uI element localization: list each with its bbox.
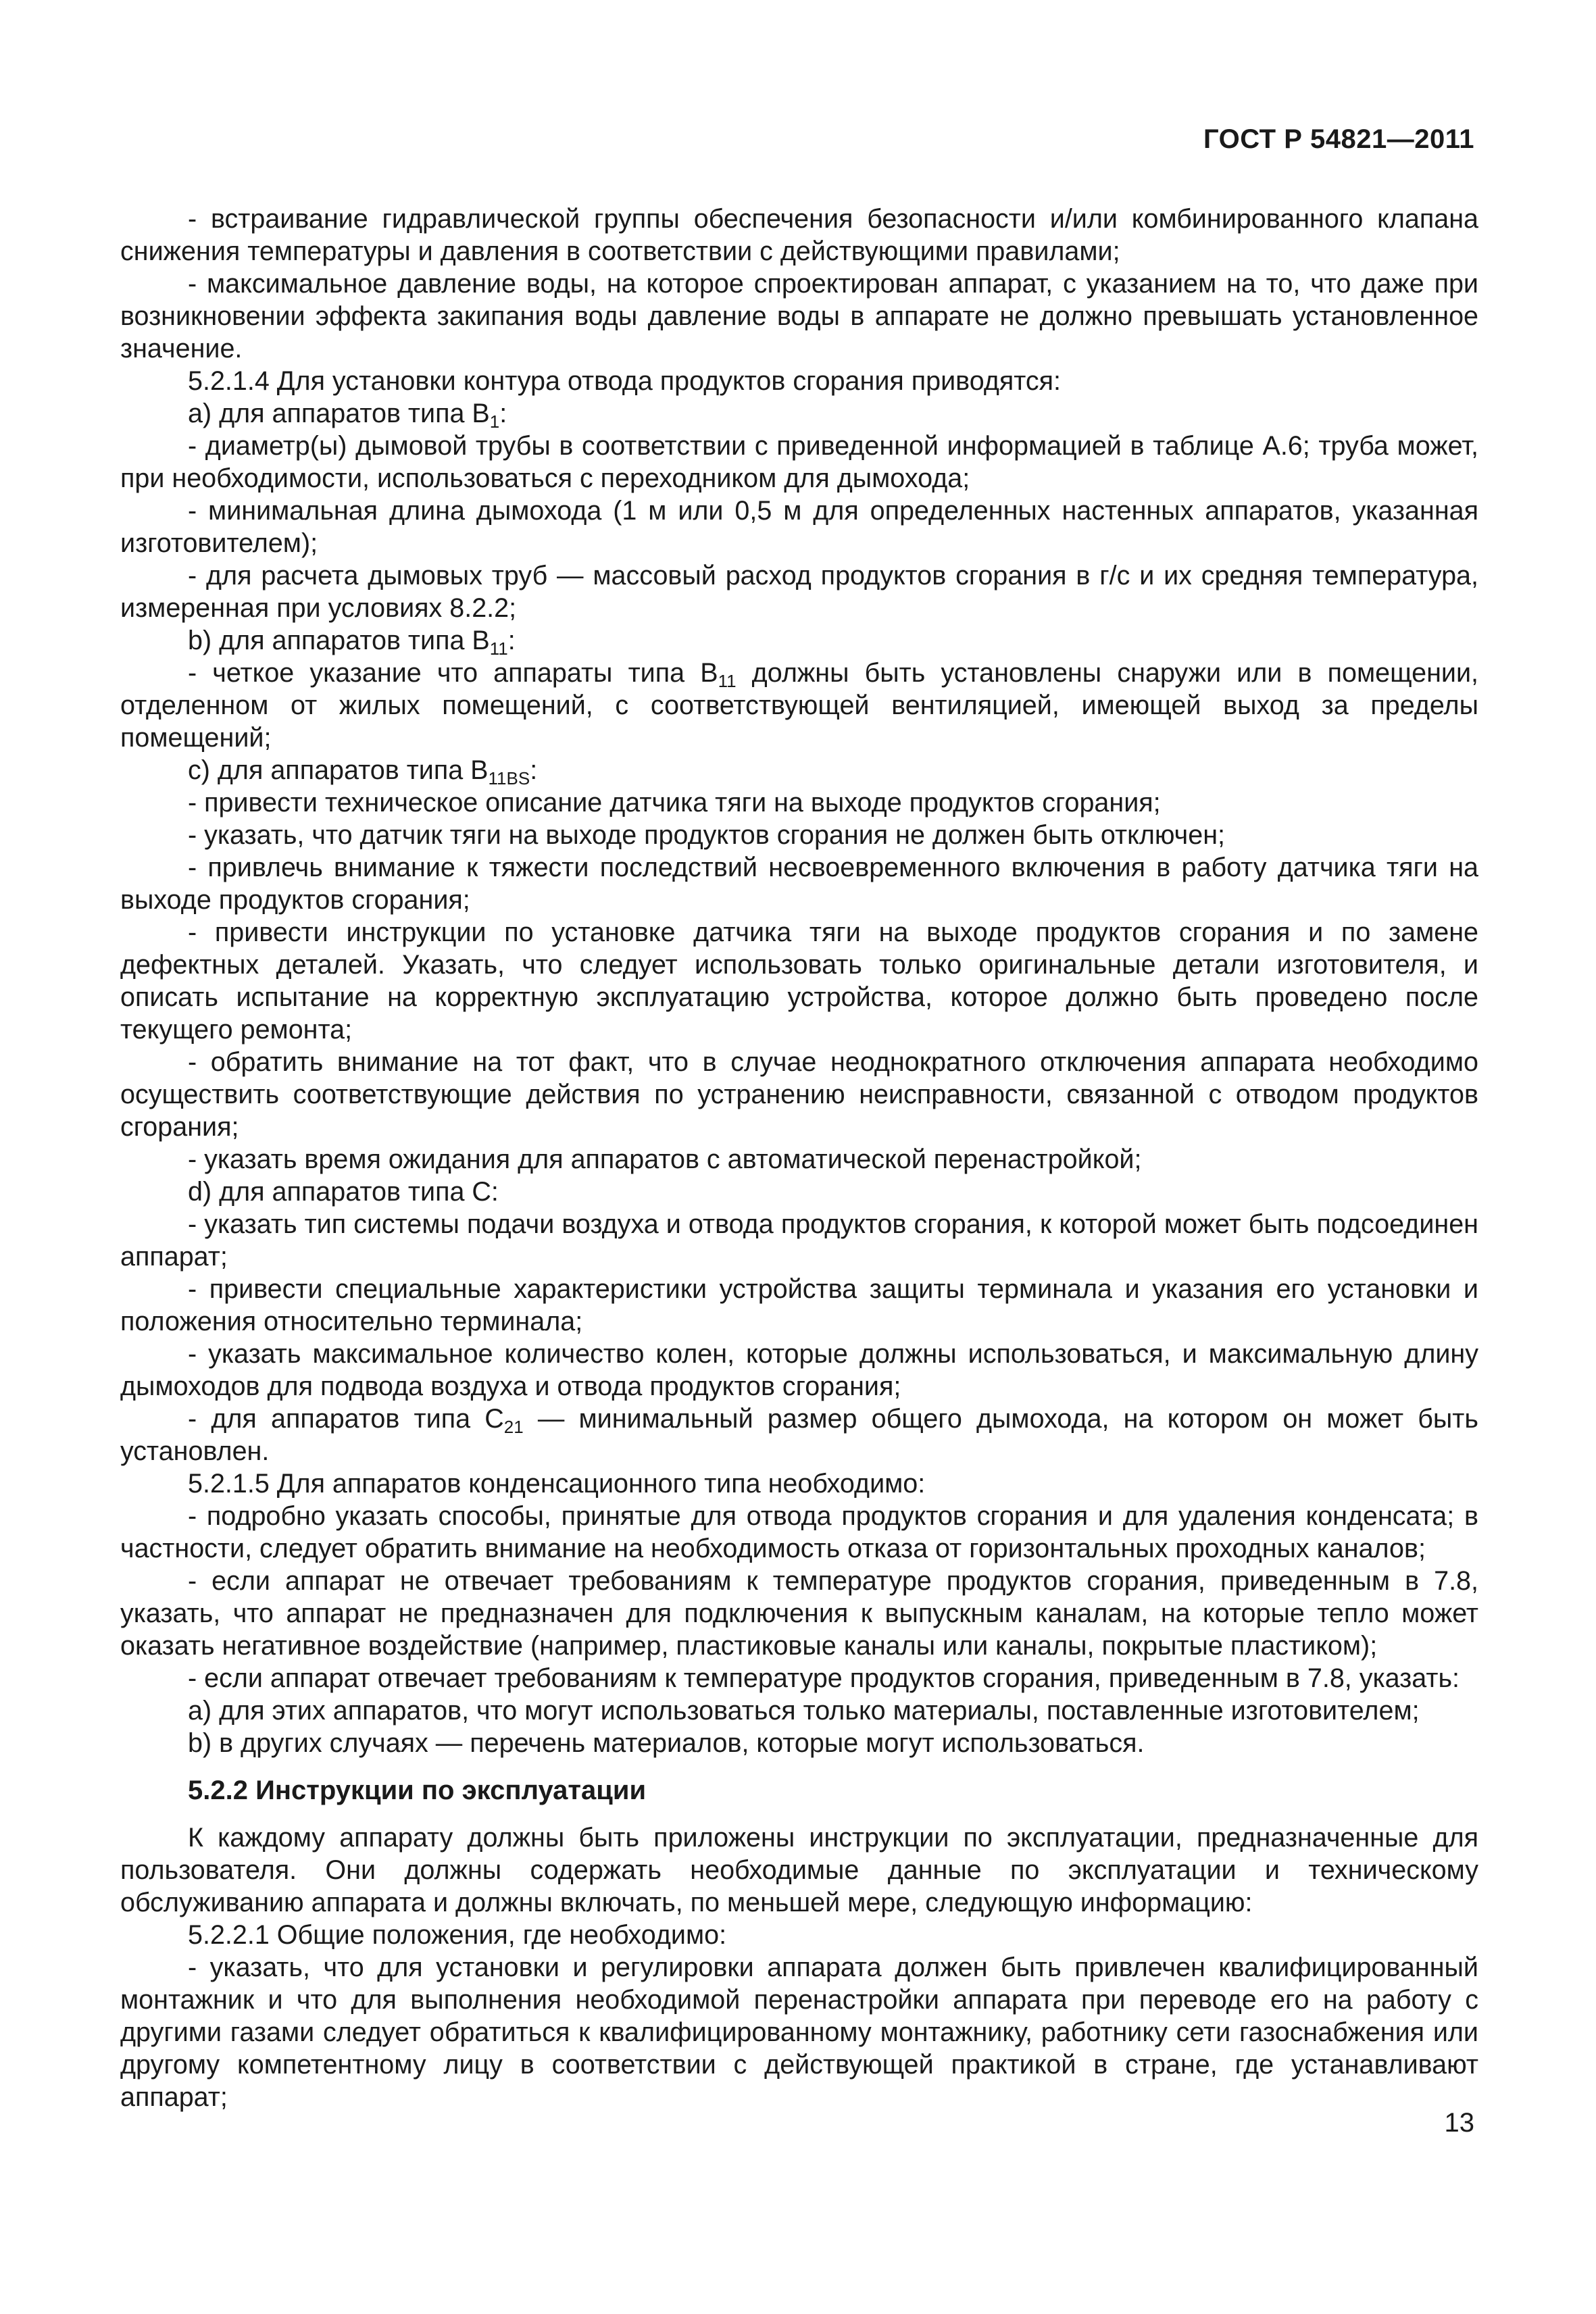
clause-5-2-1-5: 5.2.1.5 Для аппаратов конденсационного типа необходимо:: [188, 1469, 926, 1499]
paragraph: - обратить внимание на тот факт, что в случае неоднократного отключения аппарата необходимо осуществить соответствующие действия по устранению неисправности, связанной с отводом продуктов сгорания;: [120, 1047, 1478, 1142]
paragraph: [120, 657, 1478, 754]
paragraph: - указать тип системы подачи воздуха и отвода продуктов сгорания, к которой может быть подсоединен аппарат;: [120, 1209, 1478, 1272]
text: a) для аппаратов типа B: [188, 399, 490, 428]
paragraph: - указать, что датчик тяги на выходе продуктов сгорания не должен быть отключен;: [188, 820, 1225, 850]
page-number: 13: [1444, 2108, 1474, 2138]
paragraph: - подробно указать способы, принятые для отвода продуктов сгорания и для удаления конденсата; в частности, следует обратить внимание на необходимость отказа от горизонтальных проходных каналов;: [120, 1501, 1478, 1563]
text: b) для аппаратов типа B: [188, 626, 490, 655]
paragraph: [120, 397, 1478, 430]
subscript: 11: [489, 638, 508, 659]
subscript: 1: [489, 411, 500, 432]
paragraph: - минимальная длина дымохода (1 м или 0,5 м для определенных настенных аппаратов, указанная изготовителем);: [120, 496, 1478, 558]
text: — минимальный размер общего дымохода, на котором он может быть установлен.: [120, 1404, 1478, 1466]
paragraph: [120, 1403, 1478, 1467]
text: - четкое указание что аппараты типа B: [188, 658, 718, 688]
paragraph: - привести инструкции по установке датчика тяги на выходе продуктов сгорания и по замене дефектных деталей. Указать, что следует использовать только оригинальные детали изготовителя, и описать испытание на корректную эксплуатацию устройства, которое должно быть проведено после текущего ремонта;: [120, 917, 1478, 1045]
subscript: 11BS: [488, 768, 530, 788]
paragraph: - привлечь внимание к тяжести последствий несвоевременного включения в работу датчика тяги на выходе продуктов сгорания;: [120, 853, 1478, 915]
paragraph: К каждому аппарату должны быть приложены инструкции по эксплуатации, предназначенные для пользователя. Они должны содержать необходимые данные по эксплуатации и техническому обслуживанию аппарата и должны включать, по меньшей мере, следующую информацию:: [120, 1823, 1478, 1917]
text: :: [507, 626, 516, 655]
body-text: [120, 203, 1478, 2113]
document-code: ГОСТ Р 54821—2011: [1203, 124, 1474, 154]
text: :: [530, 755, 538, 785]
paragraph: [120, 624, 1478, 657]
paragraph: - диаметр(ы) дымовой трубы в соответствии с приведенной информацией в таблице А.6; труба может, при необходимости, использоваться с переходником для дымохода;: [120, 431, 1478, 493]
subscript: 21: [503, 1417, 524, 1437]
paragraph: a) для этих аппаратов, что могут использоваться только материалы, поставленные изготовителем;: [188, 1696, 1420, 1726]
text: :: [499, 399, 507, 428]
paragraph: - если аппарат отвечает требованиям к температуре продуктов сгорания, приведенным в 7.8, указать:: [188, 1663, 1460, 1693]
paragraph: - встраивание гидравлической группы обеспечения безопасности и/или комбинированного клапана снижения температуры и давления в соответствии с действующими правилами;: [120, 204, 1478, 266]
text: c) для аппаратов типа B: [188, 755, 489, 785]
paragraph: b) в других случаях — перечень материалов, которые могут использоваться.: [188, 1728, 1145, 1758]
subscript: 11: [718, 671, 737, 691]
paragraph: - привести техническое описание датчика тяги на выходе продуктов сгорания;: [188, 788, 1161, 818]
text: должны быть установлены снаружи или в помещении, отделенном от жилых помещений, с соответствующей вентиляцией, имеющей выход за пределы помещений;: [120, 658, 1479, 753]
paragraph: - максимальное давление воды, на которое спроектирован аппарат, с указанием на то, что даже при возникновении эффекта закипания воды давление воды в аппарате не должно превышать установленное значение.: [120, 269, 1478, 363]
paragraph: [120, 754, 1478, 786]
paragraph: - если аппарат не отвечает требованиям к температуре продуктов сгорания, приведенным в 7.8, указать, что аппарат не предназначен для подключения к выпускным каналам, на которые тепло может оказать негативное воздействие (например, пластиковые каналы или каналы, покрытые пластиком);: [120, 1566, 1478, 1661]
clause-5-2-1-4: 5.2.1.4 Для установки контура отвода продуктов сгорания приводятся:: [188, 366, 1062, 396]
clause-5-2-2-1: 5.2.2.1 Общие положения, где необходимо:: [188, 1920, 727, 1950]
paragraph: - для расчета дымовых труб — массовый расход продуктов сгорания в г/с и их средняя температура, измеренная при условиях 8.2.2;: [120, 561, 1478, 623]
paragraph: - указать максимальное количество колен, которые должны использоваться, и максимальную длину дымоходов для подвода воздуха и отвода продуктов сгорания;: [120, 1339, 1478, 1401]
paragraph: - указать, что для установки и регулировки аппарата должен быть привлечен квалифицированный монтажник и что для выполнения необходимой перенастройки аппарата при переводе его на работу с другими газами следует обратиться к квалифицированному монтажнику, работнику сети газоснабжения или другому компетентному лицу в соответствии с действующей практикой в стране, где устанавливают аппарат;: [120, 1953, 1478, 2112]
section-heading: 5.2.2 Инструкции по эксплуатации: [188, 1776, 647, 1805]
paragraph: - привести специальные характеристики устройства защиты терминала и указания его установки и положения относительно терминала;: [120, 1274, 1478, 1336]
paragraph: - указать время ожидания для аппаратов с автоматической перенастройкой;: [188, 1145, 1142, 1174]
paragraph: d) для аппаратов типа C:: [188, 1177, 499, 1207]
text: - для аппаратов типа C: [188, 1404, 504, 1434]
